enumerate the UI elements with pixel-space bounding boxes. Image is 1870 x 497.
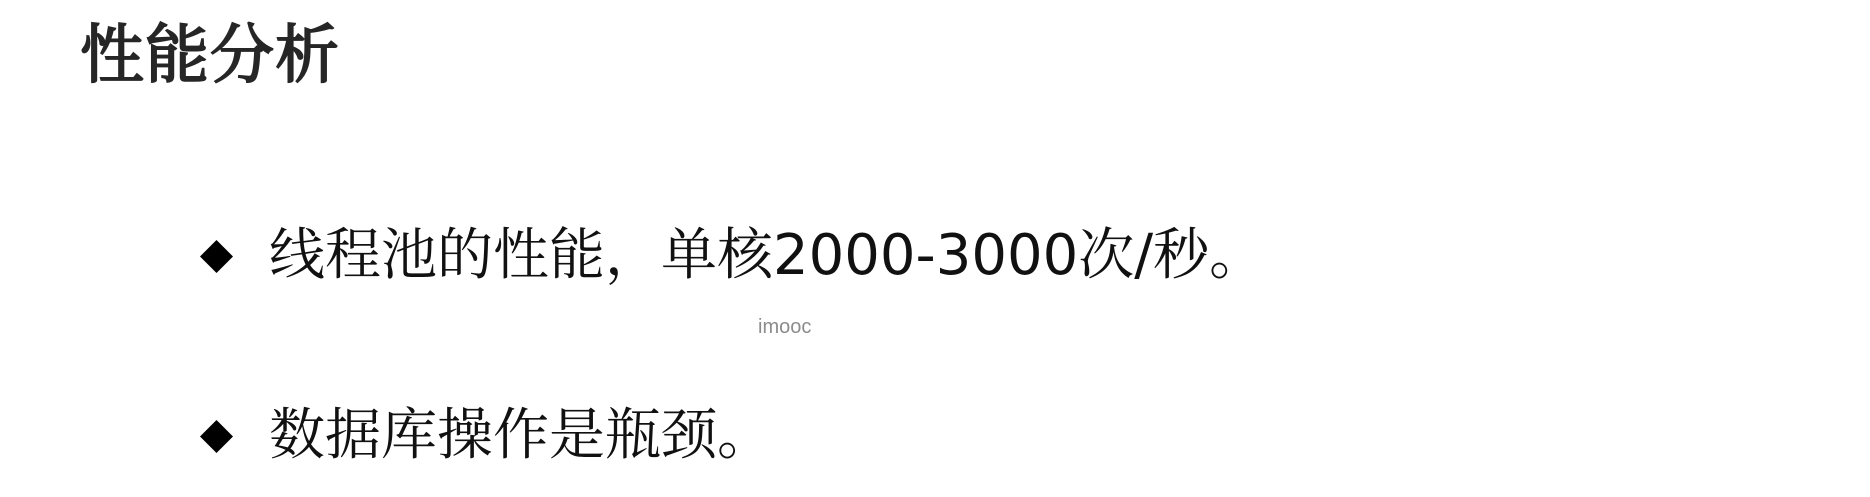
watermark: imooc xyxy=(758,316,812,338)
bullet-text: 线程池的性能，单核2000-3000次/秒。 xyxy=(269,223,1266,288)
diamond-bullet-icon xyxy=(200,420,233,453)
bullet-item xyxy=(200,218,1265,294)
bullet-item xyxy=(200,398,773,474)
diamond-bullet-icon xyxy=(200,240,233,273)
bullet-text: 数据库操作是瓶颈。 xyxy=(269,403,773,468)
page-title: 性能分析 xyxy=(80,19,340,93)
